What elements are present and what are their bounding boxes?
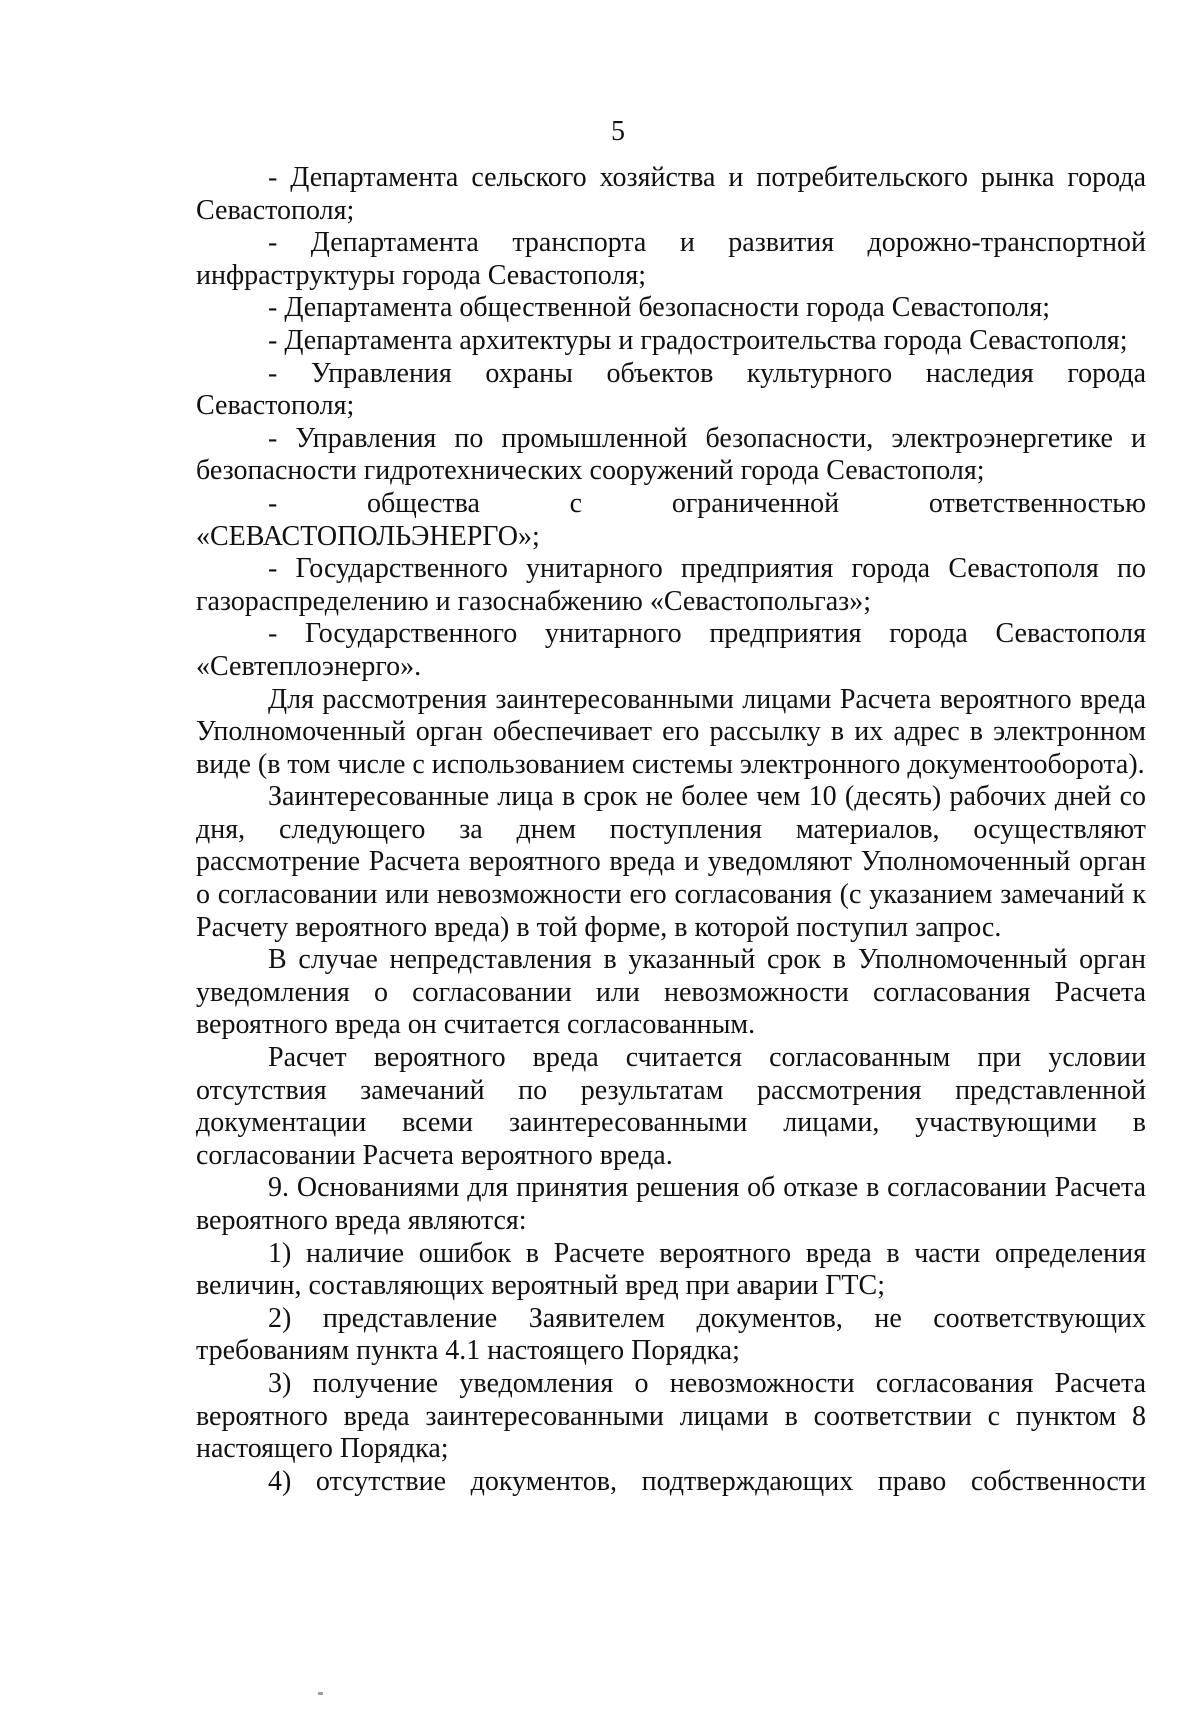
paragraph: 1) наличие ошибок в Расчете вероятного вреда в части определения величин, составляющих вероятный вред при аварии ГТС; xyxy=(196,1237,1146,1302)
document-body xyxy=(196,162,1146,1498)
paragraph: Для рассмотрения заинтересованными лицами Расчета вероятного вреда Уполномоченный орган обеспечивает его рассылку в их адрес в электронном виде (в том числе с использованием системы электронного документооборота). xyxy=(196,683,1146,780)
scan-mark xyxy=(318,1692,323,1695)
paragraph: Заинтересованные лица в срок не более чем 10 (десять) рабочих дней со дня, следующего за днем поступления материалов, осуществляют рассмотрение Расчета вероятного вреда и уведомляют Уполномоченный орган о согласовании или невозможности его согласования (с указанием замечаний к Расчету вероятного вреда) в той форме, в которой поступил запрос. xyxy=(196,781,1146,943)
paragraph: - Управления охраны объектов культурного наследия города Севастополя; xyxy=(196,357,1146,422)
paragraph: 9. Основаниями для принятия решения об отказе в согласовании Расчета вероятного вреда являются: xyxy=(196,1172,1146,1236)
paragraph: - Государственного унитарного предприятия города Севастополя «Севтеплоэнерго». xyxy=(196,618,1146,682)
page-number: 5 xyxy=(611,116,625,147)
paragraph: - Департамента общественной безопасности города Севастополя; xyxy=(268,292,1051,324)
paragraph: В случае непредставления в указанный срок в Уполномоченный орган уведомления о согласовании или невозможности согласования Расчета вероятного вреда он считается согласованным. xyxy=(196,944,1146,1041)
paragraph: Расчет вероятного вреда считается согласованным при условии отсутствия замечаний по результатам рассмотрения представленной документации всеми заинтересованными лицами, участвующими в согласовании Расчета вероятного вреда. xyxy=(196,1042,1146,1171)
paragraph: 2) представление Заявителем документов, не соответствующих требованиям пункта 4.1 настоящего Порядка; xyxy=(196,1302,1146,1367)
paragraph: - общества с ограниченной ответственностью «СЕВАСТОПОЛЬЭНЕРГО»; xyxy=(196,487,1146,552)
paragraph: - Департамента сельского хозяйства и потребительского рынка города Севастополя; xyxy=(196,162,1146,226)
paragraph: 3) получение уведомления о невозможности согласования Расчета вероятного вреда заинтересованными лицами в соответствии с пунктом 8 настоящего Порядка; xyxy=(196,1367,1146,1465)
paragraph-continued: 4) отсутствие документов, подтверждающих право собственности xyxy=(268,1465,1146,1497)
paragraph: - Департамента архитектуры и градостроительства города Севастополя; xyxy=(268,324,1128,356)
paragraph: - Управления по промышленной безопасности, электроэнергетике и безопасности гидротехнических сооружений города Севастополя; xyxy=(196,422,1146,487)
paragraph: - Государственного унитарного предприятия города Севастополя по газораспределению и газоснабжению «Севастопольгаз»; xyxy=(196,553,1146,617)
paragraph: - Департамента транспорта и развития дорожно-транспортной инфраструктуры города Севастополя; xyxy=(196,227,1146,291)
